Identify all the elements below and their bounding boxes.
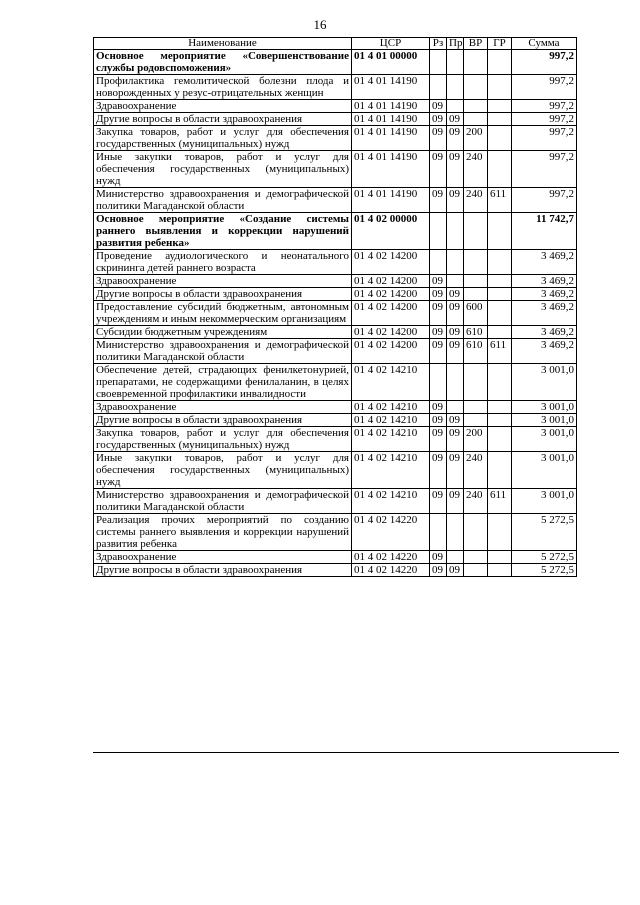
table-row <box>94 452 577 489</box>
cell-vr: 610 <box>464 339 488 364</box>
cell-sum: 3 001,0 <box>512 401 577 414</box>
cell-rz <box>430 364 447 401</box>
cell-pr: 09 <box>447 564 464 577</box>
cell-sum: 997,2 <box>512 113 577 126</box>
cell-vr <box>464 364 488 401</box>
cell-gr <box>488 514 512 551</box>
cell-pr <box>447 364 464 401</box>
cell-sum: 3 001,0 <box>512 452 577 489</box>
cell-csr: 01 4 01 14190 <box>352 151 430 188</box>
cell-pr: 09 <box>447 126 464 151</box>
cell-name: Здравоохранение <box>94 401 352 414</box>
table-row <box>94 213 577 250</box>
cell-rz: 09 <box>430 113 447 126</box>
cell-rz <box>430 250 447 275</box>
cell-rz: 09 <box>430 188 447 213</box>
cell-name: Здравоохранение <box>94 100 352 113</box>
cell-rz: 09 <box>430 126 447 151</box>
cell-sum: 997,2 <box>512 50 577 75</box>
table-row <box>94 564 577 577</box>
cell-name: Иные закупки товаров, работ и услуг для обеспечения государственных (муниципальных) нужд <box>94 452 352 489</box>
cell-sum: 3 001,0 <box>512 427 577 452</box>
cell-sum: 3 469,2 <box>512 301 577 326</box>
cell-vr <box>464 75 488 100</box>
cell-sum: 3 001,0 <box>512 489 577 514</box>
cell-vr: 240 <box>464 452 488 489</box>
cell-pr: 09 <box>447 427 464 452</box>
cell-gr <box>488 452 512 489</box>
cell-name: Другие вопросы в области здравоохранения <box>94 414 352 427</box>
cell-name: Обеспечение детей, страдающих фенилкетонурией, препаратами, не содержащими фенилаланин, в целях своевременной профилактики инвалидности <box>94 364 352 401</box>
bottom-rule <box>93 752 619 753</box>
cell-gr <box>488 364 512 401</box>
page-number: 16 <box>313 17 327 32</box>
cell-name: Министерство здравоохранения и демографической политики Магаданской области <box>94 489 352 514</box>
cell-pr <box>447 551 464 564</box>
cell-vr <box>464 50 488 75</box>
cell-rz <box>430 213 447 250</box>
cell-pr: 09 <box>447 339 464 364</box>
cell-vr <box>464 288 488 301</box>
cell-vr: 600 <box>464 301 488 326</box>
cell-vr: 610 <box>464 326 488 339</box>
cell-rz: 09 <box>430 551 447 564</box>
column-header-csr: ЦСР <box>352 38 430 50</box>
cell-rz: 09 <box>430 414 447 427</box>
column-header-name: Наименование <box>94 38 352 50</box>
table-row <box>94 326 577 339</box>
cell-sum: 3 469,2 <box>512 275 577 288</box>
table-row <box>94 339 577 364</box>
table-row <box>94 414 577 427</box>
cell-sum: 3 469,2 <box>512 250 577 275</box>
cell-csr: 01 4 02 14210 <box>352 427 430 452</box>
cell-name: Профилактика гемолитической болезни плода и новорожденных у резус-отрицательных женщин <box>94 75 352 100</box>
column-header-pr: Пр <box>447 38 464 50</box>
cell-vr <box>464 250 488 275</box>
cell-rz: 09 <box>430 288 447 301</box>
cell-sum: 997,2 <box>512 100 577 113</box>
table-row <box>94 288 577 301</box>
cell-vr <box>464 514 488 551</box>
table-row <box>94 50 577 75</box>
cell-sum: 997,2 <box>512 188 577 213</box>
cell-csr: 01 4 02 14200 <box>352 301 430 326</box>
table-row <box>94 250 577 275</box>
cell-vr: 200 <box>464 126 488 151</box>
cell-pr: 09 <box>447 489 464 514</box>
table-row <box>94 188 577 213</box>
cell-name: Здравоохранение <box>94 275 352 288</box>
cell-sum: 5 272,5 <box>512 551 577 564</box>
cell-gr: 611 <box>488 339 512 364</box>
cell-csr: 01 4 02 14220 <box>352 564 430 577</box>
cell-name: Другие вопросы в области здравоохранения <box>94 288 352 301</box>
cell-sum: 3 001,0 <box>512 364 577 401</box>
cell-csr: 01 4 02 14200 <box>352 275 430 288</box>
cell-name: Проведение аудиологического и неонатального скрининга детей раннего возраста <box>94 250 352 275</box>
cell-vr <box>464 100 488 113</box>
cell-rz: 09 <box>430 339 447 364</box>
cell-csr: 01 4 02 14210 <box>352 414 430 427</box>
cell-name: Основное мероприятие «Совершенствование службы родовспоможения» <box>94 50 352 75</box>
cell-rz: 09 <box>430 427 447 452</box>
budget-table <box>93 37 577 577</box>
cell-vr <box>464 275 488 288</box>
cell-gr <box>488 75 512 100</box>
table-row <box>94 489 577 514</box>
cell-csr: 01 4 02 14200 <box>352 288 430 301</box>
cell-pr <box>447 514 464 551</box>
cell-name: Другие вопросы в области здравоохранения <box>94 113 352 126</box>
cell-vr <box>464 564 488 577</box>
cell-sum: 5 272,5 <box>512 564 577 577</box>
column-header-rz: Рз <box>430 38 447 50</box>
cell-pr: 09 <box>447 301 464 326</box>
cell-rz: 09 <box>430 275 447 288</box>
cell-csr: 01 4 02 14220 <box>352 514 430 551</box>
cell-pr: 09 <box>447 326 464 339</box>
cell-pr <box>447 250 464 275</box>
cell-rz: 09 <box>430 489 447 514</box>
cell-gr <box>488 50 512 75</box>
table-row <box>94 100 577 113</box>
cell-name: Министерство здравоохранения и демографической политики Магаданской области <box>94 339 352 364</box>
cell-name: Министерство здравоохранения и демографической политики Магаданской области <box>94 188 352 213</box>
cell-vr: 240 <box>464 188 488 213</box>
cell-vr <box>464 551 488 564</box>
cell-gr <box>488 126 512 151</box>
cell-sum: 3 001,0 <box>512 414 577 427</box>
cell-name: Субсидии бюджетным учреждениям <box>94 326 352 339</box>
cell-name: Закупка товаров, работ и услуг для обеспечения государственных (муниципальных) нужд <box>94 126 352 151</box>
cell-rz: 09 <box>430 151 447 188</box>
cell-sum: 997,2 <box>512 126 577 151</box>
table-row <box>94 75 577 100</box>
cell-pr: 09 <box>447 188 464 213</box>
cell-csr: 01 4 01 14190 <box>352 100 430 113</box>
cell-csr: 01 4 02 14200 <box>352 250 430 275</box>
cell-csr: 01 4 01 00000 <box>352 50 430 75</box>
table-row <box>94 364 577 401</box>
table-row <box>94 301 577 326</box>
cell-csr: 01 4 01 14190 <box>352 75 430 100</box>
cell-gr <box>488 250 512 275</box>
cell-name: Здравоохранение <box>94 551 352 564</box>
table-row <box>94 427 577 452</box>
cell-csr: 01 4 02 14210 <box>352 452 430 489</box>
cell-vr: 240 <box>464 151 488 188</box>
cell-csr: 01 4 02 14210 <box>352 401 430 414</box>
table-row <box>94 113 577 126</box>
cell-vr <box>464 113 488 126</box>
cell-gr <box>488 113 512 126</box>
cell-name: Предоставление субсидий бюджетным, автономным учреждениям и иным некоммерческим организациям <box>94 301 352 326</box>
cell-rz <box>430 50 447 75</box>
cell-csr: 01 4 02 14200 <box>352 339 430 364</box>
cell-pr <box>447 401 464 414</box>
cell-vr <box>464 414 488 427</box>
cell-gr <box>488 401 512 414</box>
cell-gr <box>488 326 512 339</box>
cell-gr <box>488 213 512 250</box>
cell-sum: 3 469,2 <box>512 326 577 339</box>
cell-gr: 611 <box>488 489 512 514</box>
cell-pr: 09 <box>447 151 464 188</box>
column-header-sum: Сумма <box>512 38 577 50</box>
column-header-gr: ГР <box>488 38 512 50</box>
cell-name: Закупка товаров, работ и услуг для обеспечения государственных (муниципальных) нужд <box>94 427 352 452</box>
table-row <box>94 401 577 414</box>
table-row <box>94 126 577 151</box>
cell-pr <box>447 75 464 100</box>
cell-gr <box>488 551 512 564</box>
cell-pr: 09 <box>447 414 464 427</box>
cell-pr <box>447 100 464 113</box>
table-row <box>94 275 577 288</box>
cell-gr <box>488 414 512 427</box>
cell-gr: 611 <box>488 188 512 213</box>
cell-sum: 11 742,7 <box>512 213 577 250</box>
cell-vr <box>464 213 488 250</box>
cell-sum: 3 469,2 <box>512 288 577 301</box>
cell-gr <box>488 301 512 326</box>
cell-vr <box>464 401 488 414</box>
cell-vr: 240 <box>464 489 488 514</box>
cell-pr <box>447 275 464 288</box>
cell-pr: 09 <box>447 288 464 301</box>
table-row <box>94 514 577 551</box>
column-header-vr: ВР <box>464 38 488 50</box>
cell-rz: 09 <box>430 326 447 339</box>
cell-gr <box>488 564 512 577</box>
cell-sum: 997,2 <box>512 75 577 100</box>
cell-csr: 01 4 01 14190 <box>352 113 430 126</box>
cell-rz <box>430 75 447 100</box>
cell-pr <box>447 50 464 75</box>
cell-rz: 09 <box>430 564 447 577</box>
cell-name: Основное мероприятие «Создание системы раннего выявления и коррекции нарушений развития ребенка» <box>94 213 352 250</box>
cell-rz: 09 <box>430 100 447 113</box>
cell-sum: 3 469,2 <box>512 339 577 364</box>
table-body <box>94 50 577 577</box>
cell-rz: 09 <box>430 301 447 326</box>
cell-pr <box>447 213 464 250</box>
cell-sum: 997,2 <box>512 151 577 188</box>
cell-pr: 09 <box>447 452 464 489</box>
table-row <box>94 551 577 564</box>
cell-vr: 200 <box>464 427 488 452</box>
cell-name: Иные закупки товаров, работ и услуг для обеспечения государственных (муниципальных) нужд <box>94 151 352 188</box>
cell-csr: 01 4 02 14220 <box>352 551 430 564</box>
cell-gr <box>488 100 512 113</box>
table-row <box>94 151 577 188</box>
cell-gr <box>488 275 512 288</box>
cell-gr <box>488 151 512 188</box>
cell-csr: 01 4 02 14200 <box>352 326 430 339</box>
cell-csr: 01 4 01 14190 <box>352 188 430 213</box>
cell-name: Реализация прочих мероприятий по созданию системы раннего выявления и коррекции нарушений развития ребенка <box>94 514 352 551</box>
cell-sum: 5 272,5 <box>512 514 577 551</box>
cell-csr: 01 4 02 14210 <box>352 364 430 401</box>
cell-rz: 09 <box>430 452 447 489</box>
cell-rz: 09 <box>430 401 447 414</box>
cell-name: Другие вопросы в области здравоохранения <box>94 564 352 577</box>
cell-gr <box>488 427 512 452</box>
table-header-row <box>94 38 577 50</box>
cell-pr: 09 <box>447 113 464 126</box>
cell-csr: 01 4 02 14210 <box>352 489 430 514</box>
cell-csr: 01 4 01 14190 <box>352 126 430 151</box>
cell-rz <box>430 514 447 551</box>
cell-csr: 01 4 02 00000 <box>352 213 430 250</box>
cell-gr <box>488 288 512 301</box>
